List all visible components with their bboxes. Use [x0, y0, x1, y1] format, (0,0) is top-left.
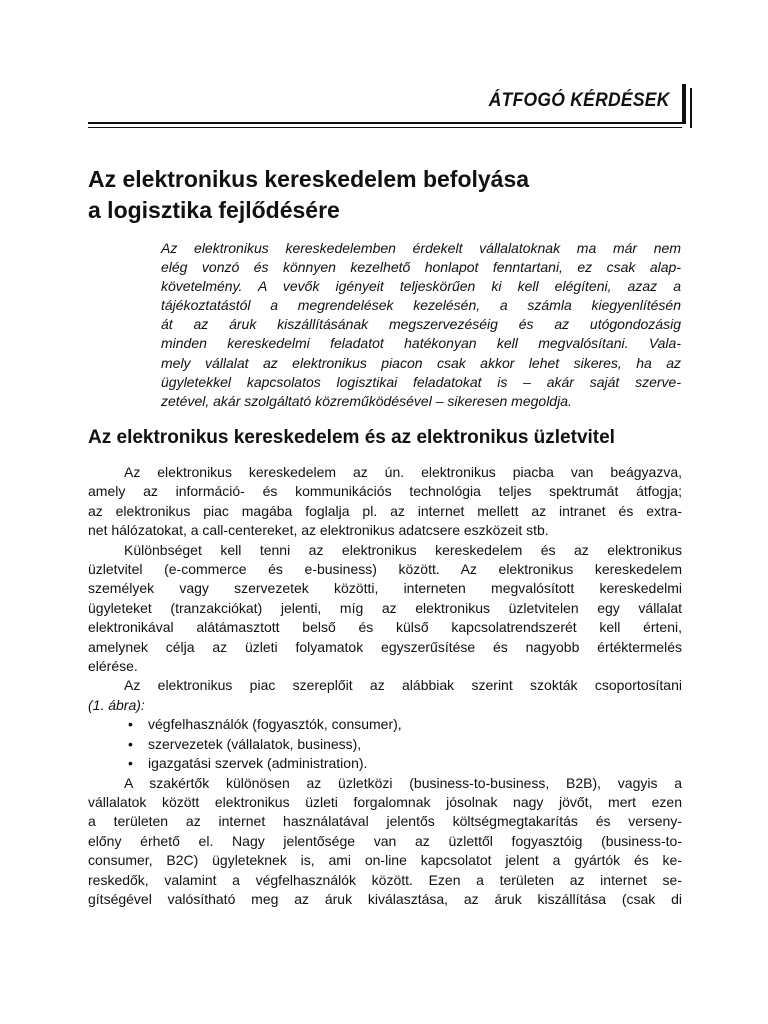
body-line: üzletvitel (e-commerce és e-business) között. Az elektronikus kereskedelem — [88, 561, 682, 578]
abstract-line: minden kereskedelmi feladatot hatékonyan kell megvalósítani. Vala- — [161, 335, 681, 352]
bullet-icon: • — [128, 755, 133, 772]
body-line: amely az információ- és kommunikációs technológia teljes spektrumát átfogja; — [88, 483, 682, 500]
bullet-text: igazgatási szervek (administration). — [148, 755, 368, 772]
body-line: vállalatok között elektronikus üzleti forgalomnak jósolnak nagy jövőt, mert ezen — [88, 793, 682, 810]
body-line: net hálózatokat, a call-centereket, az elektronikus adatcsere eszközeit stb. — [88, 522, 549, 539]
abstract-line: elég vonzó és könnyen kezelhető honlapot fenntartani, ez csak alap- — [161, 259, 681, 276]
body-line: gítségével valósítható meg az áruk kiválasztása, az áruk kiszállítása (csak di — [88, 890, 682, 907]
body-line: Az elektronikus piac szereplőit az alábbiak szerint szokták csoportosítani — [124, 677, 682, 694]
bullet-item — [88, 735, 682, 754]
body-line: az elektronikus piac magába foglalja pl. az internet mellett az intranet és extra- — [88, 502, 682, 519]
article-title-line: Az elektronikus kereskedelem befolyása — [88, 166, 530, 192]
bullet-text: végfelhasználók (fogyasztók, consumer), — [148, 716, 402, 733]
body-line: előny érhető el. Nagy jelentősége van az üzlettől fogyasztóig (business-to- — [88, 832, 682, 849]
article-title — [88, 164, 688, 226]
bullet-item — [88, 754, 682, 773]
header-bar-thick — [682, 84, 686, 124]
abstract-line: Az elektronikus kereskedelemben érdekelt vállalatoknak ma már nem — [161, 240, 681, 256]
body-line: személyek vagy szervezetek közötti, interneten megvalósított kereskedelmi — [88, 580, 682, 597]
bullet-item — [88, 715, 682, 734]
bullet-icon: • — [128, 735, 133, 752]
body-line: ügyleteket (tranzakciókat) jelenti, míg az elektronikus üzletvitelen egy vállalat — [88, 599, 682, 616]
body-line: elérése. — [88, 658, 138, 675]
bullet-icon: • — [128, 716, 133, 733]
section-title: ÁTFOGÓ KÉRDÉSEK — [489, 90, 670, 111]
body-line: elektronikával alátámasztott belső és külső kapcsolatrendszerét kell érteni, — [88, 619, 682, 636]
figure-reference: (1. ábra): — [88, 696, 145, 713]
abstract-line: ügyletekkel kapcsolatos logisztikai feladatokat is – akár saját szerve- — [161, 373, 681, 390]
header-rule — [88, 122, 682, 124]
body-line: consumer, B2C) ügyleteknek is, ami on-line kapcsolatot jelent a gyártók és ke- — [88, 852, 682, 869]
header-bar-thin — [690, 88, 692, 128]
body-line: reskedők, valamint a végfelhasználók között. Ezen a területen az internet se- — [88, 871, 682, 888]
section-header — [88, 84, 688, 126]
abstract-line: mely vállalat az elektronikus piacon csak akkor lehet sikeres, ha az — [161, 354, 681, 371]
body-line: Az elektronikus kereskedelem az ún. elektronikus piacba van beágyazva, — [124, 464, 682, 480]
abstract-line: zetével, akár szolgáltató közreműködésével – sikeresen megoldja. — [161, 392, 572, 409]
abstract-line: tájékoztatástól a megrendelések kezelésén, a számla kiegyenlítésén — [161, 297, 681, 314]
abstract — [161, 239, 681, 411]
bullet-text: szervezetek (vállalatok, business), — [148, 735, 362, 752]
body-text — [88, 463, 682, 909]
body-line: Különbséget kell tenni az elektronikus kereskedelem és az elektronikus — [124, 541, 682, 558]
article-title-line: a logisztika fejlődésére — [88, 197, 340, 223]
abstract-line: követelmény. A vevők igényeit teljeskörűen ki kell elégíteni, azaz a — [161, 278, 681, 295]
subheading: Az elektronikus kereskedelem és az elektronikus üzletvitel — [88, 427, 615, 448]
body-line: amelynek célja az üzleti folyamatok egyszerűsítése és nagyobb értéktermelés — [88, 638, 682, 655]
header-rule-thin — [88, 127, 682, 128]
abstract-line: át az áruk kiszállításának megszervezéséig és az utógondozásig — [161, 316, 681, 333]
body-line: A szakértők különösen az üzletközi (business-to-business, B2B), vagyis a — [124, 774, 682, 791]
body-line: a területen az internet használatával jelentős költségmegtakarítás és verseny- — [88, 813, 682, 830]
